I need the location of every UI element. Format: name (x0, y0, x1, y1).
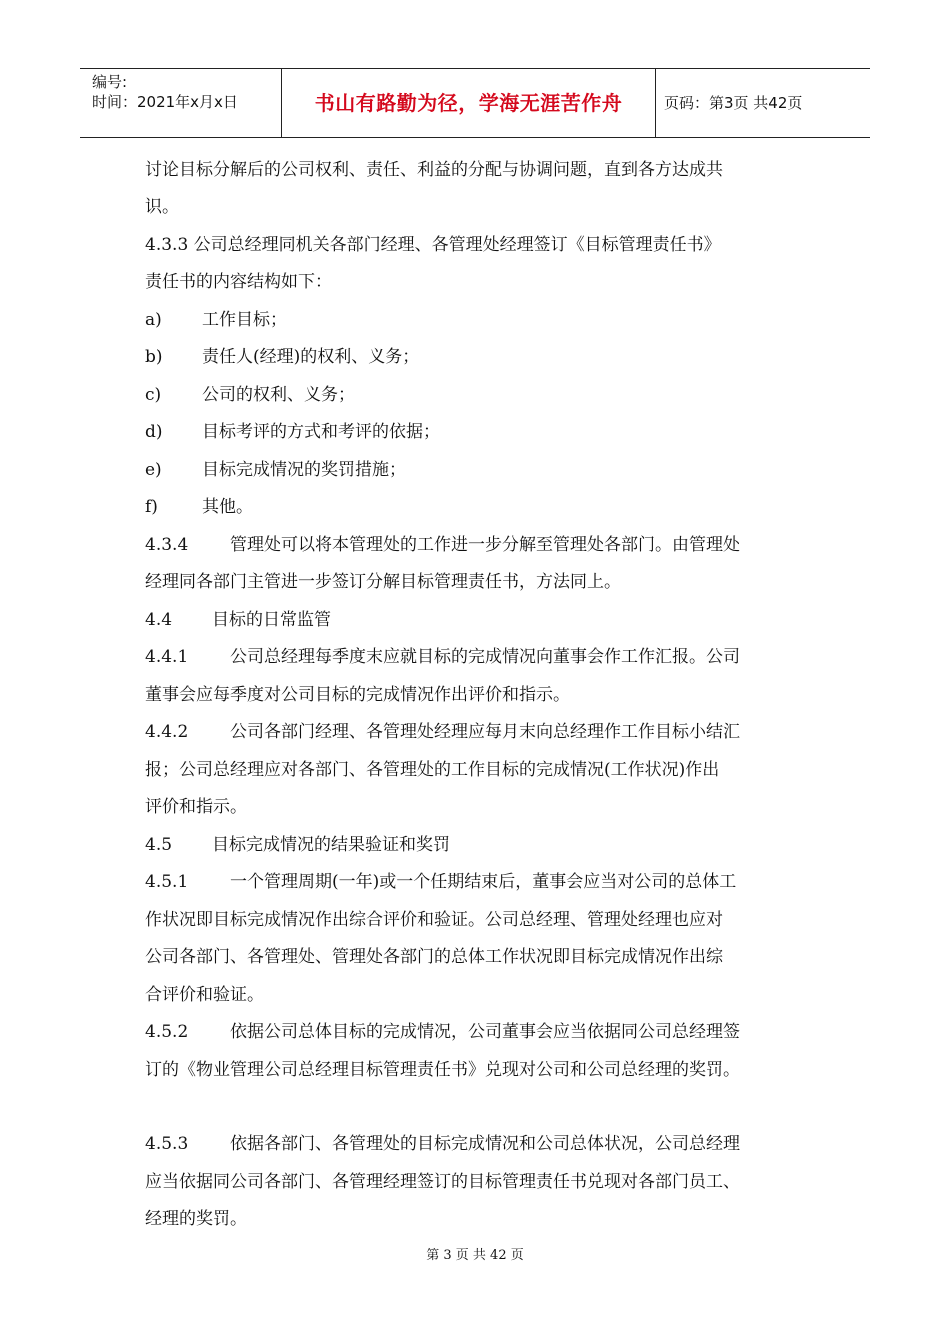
list-item-text: 责任人(经理)的权利、义务； (202, 347, 420, 367)
paragraph-text: 一个管理周期(一年)或一个任期结束后，董事会应当对公司的总体工 (230, 872, 737, 892)
header-page-number: 页码：第3页 共42页 (664, 94, 803, 112)
section-title: 目标完成情况的结果验证和奖罚 (212, 835, 450, 855)
paragraph-line: 经理同各部门主管进一步签订分解目标管理责任书，方法同上。 (145, 572, 621, 592)
list-item-text: 公司的权利、义务； (202, 385, 355, 405)
paragraph-line: 报；公司总经理应对各部门、各管理处的工作目标的完成情况(工作状况)作出 (145, 760, 720, 780)
list-marker: d) (145, 422, 163, 442)
paragraph-line: 经理的奖罚。 (145, 1209, 247, 1229)
paragraph-line: 讨论目标分解后的公司权利、责任、利益的分配与协调问题，直到各方达成共 (145, 160, 723, 180)
paragraph-line: 董事会应每季度对公司目标的完成情况作出评价和指示。 (145, 685, 570, 705)
document-number-label: 编号: (92, 73, 128, 91)
section-number: 4.5 (145, 835, 173, 855)
paragraph-line: 订的《物业管理公司总经理目标管理责任书》兑现对公司和公司总经理的奖罚。 (145, 1060, 740, 1080)
paragraph-text: 公司各部门经理、各管理处经理应每月末向总经理作工作目标小结汇 (230, 722, 740, 742)
header-motto: 书山有路勤为径，学海无涯苦作舟 (314, 91, 623, 115)
section-number: 4.4.2 (145, 722, 189, 742)
header-page-cell (656, 69, 870, 137)
section-number: 4.5.1 (145, 872, 189, 892)
paragraph-line: 责任书的内容结构如下： (145, 272, 332, 292)
list-marker: c) (145, 385, 162, 405)
list-marker: b) (145, 347, 163, 367)
list-item-text: 工作目标； (202, 310, 287, 330)
header-motto-cell (282, 69, 656, 137)
section-4-3-3-line-1 (145, 234, 721, 256)
paragraph-line: 合评价和验证。 (145, 985, 264, 1005)
paragraph-text: 依据公司总体目标的完成情况，公司董事会应当依据同公司总经理签 (230, 1022, 740, 1042)
list-item-text: 目标考评的方式和考评的依据； (202, 422, 440, 442)
section-number: 4.3.4 (145, 535, 189, 555)
section-number: 4.4.1 (145, 647, 189, 667)
section-title: 目标的日常监管 (212, 610, 331, 630)
list-item-text: 其他。 (202, 497, 253, 517)
paragraph-line: 识。 (145, 197, 179, 217)
document-date-label: 时间：2021年x月x日 (92, 93, 238, 111)
paragraph-text: 公司总经理同机关各部门经理、各管理处经理签订《目标管理责任书》 (193, 235, 721, 255)
paragraph-line: 应当依据同公司各部门、各管理经理签订的目标管理责任书兑现对各部门员工、 (145, 1172, 740, 1192)
paragraph-line: 作状况即目标完成情况作出综合评价和验证。公司总经理、管理处经理也应对 (145, 910, 723, 930)
page-footer: 第 3 页 共 42 页 (426, 1248, 524, 1263)
paragraph-line: 公司各部门、各管理处、管理处各部门的总体工作状况即目标完成情况作出综 (145, 947, 723, 967)
section-number: 4.5.3 (145, 1134, 189, 1154)
list-item-text: 目标完成情况的奖罚措施； (202, 460, 406, 480)
list-marker: a) (145, 310, 162, 330)
paragraph-text: 管理处可以将本管理处的工作进一步分解至管理处各部门。由管理处 (230, 535, 740, 555)
list-marker: f) (145, 497, 158, 517)
paragraph-text: 公司总经理每季度末应就目标的完成情况向董事会作工作汇报。公司 (230, 647, 740, 667)
section-number: 4.5.2 (145, 1022, 189, 1042)
section-number: 4.4 (145, 610, 173, 630)
section-number: 4.3.3 (145, 235, 189, 255)
paragraph-text: 依据各部门、各管理处的目标完成情况和公司总体状况，公司总经理 (230, 1134, 740, 1154)
page-header (80, 68, 870, 138)
paragraph-line: 评价和指示。 (145, 797, 247, 817)
header-info-cell (80, 69, 282, 137)
list-marker: e) (145, 460, 162, 480)
